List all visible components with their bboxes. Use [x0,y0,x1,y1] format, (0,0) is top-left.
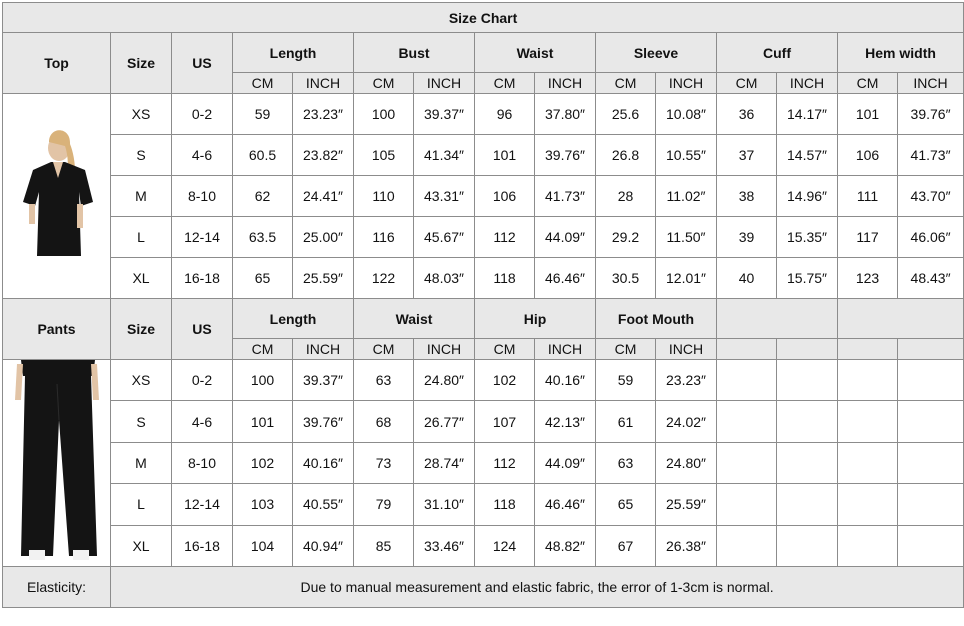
value-cell: 67 [596,525,656,566]
unit-inch: INCH [777,73,838,94]
unit-inch: INCH [535,73,596,94]
value-cell: 39.37″ [293,360,354,401]
value-cell: 79 [354,484,414,525]
empty-cell [717,360,777,401]
value-cell: 110 [354,176,414,217]
table-row [3,135,964,176]
value-cell: 37.80″ [535,94,596,135]
value-cell: 46.06″ [898,217,964,258]
value-cell: 14.96″ [777,176,838,217]
top-section-label: Top [3,33,111,94]
value-cell: 111 [838,176,898,217]
us-cell: 12-14 [172,217,233,258]
value-cell: 101 [838,94,898,135]
value-cell: 14.17″ [777,94,838,135]
top-us-header: US [172,33,233,94]
empty-cell [838,401,898,442]
unit-inch: INCH [414,73,475,94]
pants-size-header: Size [111,299,172,360]
value-cell: 102 [233,442,293,483]
size-chart-table [2,2,964,608]
unit-cm: CM [596,73,656,94]
empty-cell [838,484,898,525]
empty-unit-cell [717,339,777,360]
value-cell: 45.67″ [414,217,475,258]
size-cell: XL [111,258,172,299]
unit-inch: INCH [898,73,964,94]
value-cell: 124 [475,525,535,566]
us-cell: 4-6 [172,401,233,442]
empty-cell [838,525,898,566]
top-measure-cuff: Cuff [717,33,838,73]
value-cell: 44.09″ [535,217,596,258]
size-cell: L [111,217,172,258]
value-cell: 102 [475,360,535,401]
value-cell: 100 [354,94,414,135]
value-cell: 105 [354,135,414,176]
value-cell: 23.23″ [656,360,717,401]
value-cell: 39 [717,217,777,258]
value-cell: 25.00″ [293,217,354,258]
unit-cm: CM [233,339,293,360]
value-cell: 123 [838,258,898,299]
value-cell: 40.16″ [293,442,354,483]
value-cell: 11.02″ [656,176,717,217]
us-cell: 8-10 [172,176,233,217]
value-cell: 39.37″ [414,94,475,135]
pants-model-illustration [7,360,107,566]
empty-cell [898,525,964,566]
size-cell: S [111,401,172,442]
value-cell: 103 [233,484,293,525]
value-cell: 65 [233,258,293,299]
value-cell: 39.76″ [293,401,354,442]
value-cell: 14.57″ [777,135,838,176]
empty-cell [777,442,838,483]
value-cell: 15.75″ [777,258,838,299]
empty-cell [717,442,777,483]
value-cell: 42.13″ [535,401,596,442]
value-cell: 29.2 [596,217,656,258]
value-cell: 62 [233,176,293,217]
empty-unit-cell [777,339,838,360]
top-measure-sleeve: Sleeve [596,33,717,73]
value-cell: 100 [233,360,293,401]
empty-cell [777,360,838,401]
pants-us-header: US [172,299,233,360]
value-cell: 28 [596,176,656,217]
value-cell: 104 [233,525,293,566]
value-cell: 10.55″ [656,135,717,176]
pants-measure-waist: Waist [354,299,475,339]
empty-cell [777,401,838,442]
unit-inch: INCH [656,339,717,360]
table-row [3,258,964,299]
unit-inch: INCH [414,339,475,360]
value-cell: 46.46″ [535,484,596,525]
value-cell: 40.55″ [293,484,354,525]
value-cell: 23.23″ [293,94,354,135]
size-cell: M [111,442,172,483]
table-row [3,484,964,525]
value-cell: 40.94″ [293,525,354,566]
empty-header-cell [838,299,964,339]
value-cell: 68 [354,401,414,442]
top-measure-hem-width: Hem width [838,33,964,73]
value-cell: 112 [475,442,535,483]
value-cell: 59 [596,360,656,401]
table-row [3,217,964,258]
value-cell: 63 [354,360,414,401]
us-cell: 12-14 [172,484,233,525]
value-cell: 60.5 [233,135,293,176]
size-cell: M [111,176,172,217]
table-row [3,525,964,566]
value-cell: 117 [838,217,898,258]
table-row [3,176,964,217]
value-cell: 43.31″ [414,176,475,217]
table-row [3,401,964,442]
empty-cell [898,484,964,525]
unit-cm: CM [475,339,535,360]
value-cell: 28.74″ [414,442,475,483]
shirt-model-illustration [7,96,107,296]
value-cell: 36 [717,94,777,135]
pants-product-image [3,360,111,567]
value-cell: 63.5 [233,217,293,258]
value-cell: 25.59″ [293,258,354,299]
value-cell: 24.41″ [293,176,354,217]
value-cell: 116 [354,217,414,258]
value-cell: 26.8 [596,135,656,176]
value-cell: 23.82″ [293,135,354,176]
unit-cm: CM [717,73,777,94]
value-cell: 46.46″ [535,258,596,299]
value-cell: 118 [475,484,535,525]
empty-cell [838,442,898,483]
value-cell: 26.38″ [656,525,717,566]
value-cell: 33.46″ [414,525,475,566]
value-cell: 107 [475,401,535,442]
empty-cell [838,360,898,401]
value-cell: 39.76″ [535,135,596,176]
us-cell: 8-10 [172,442,233,483]
size-cell: L [111,484,172,525]
value-cell: 73 [354,442,414,483]
value-cell: 41.73″ [898,135,964,176]
value-cell: 24.80″ [414,360,475,401]
unit-cm: CM [233,73,293,94]
top-product-image [3,94,111,299]
unit-cm: CM [838,73,898,94]
value-cell: 25.59″ [656,484,717,525]
value-cell: 43.70″ [898,176,964,217]
size-cell: S [111,135,172,176]
measurement-note: Due to manual measurement and elastic fabric, the error of 1-3cm is normal. [111,567,964,608]
us-cell: 0-2 [172,360,233,401]
unit-cm: CM [354,339,414,360]
empty-unit-cell [898,339,964,360]
value-cell: 48.82″ [535,525,596,566]
pants-measure-length: Length [233,299,354,339]
unit-cm: CM [354,73,414,94]
value-cell: 15.35″ [777,217,838,258]
empty-cell [777,484,838,525]
empty-cell [717,484,777,525]
value-cell: 59 [233,94,293,135]
us-cell: 0-2 [172,94,233,135]
value-cell: 101 [233,401,293,442]
table-row [3,360,964,401]
value-cell: 24.02″ [656,401,717,442]
value-cell: 85 [354,525,414,566]
chart-title: Size Chart [3,3,964,33]
empty-cell [898,442,964,483]
empty-cell [898,360,964,401]
us-cell: 16-18 [172,525,233,566]
unit-inch: INCH [535,339,596,360]
value-cell: 112 [475,217,535,258]
value-cell: 30.5 [596,258,656,299]
value-cell: 11.50″ [656,217,717,258]
size-chart [2,2,962,624]
value-cell: 38 [717,176,777,217]
value-cell: 48.03″ [414,258,475,299]
value-cell: 26.77″ [414,401,475,442]
value-cell: 122 [354,258,414,299]
top-size-header: Size [111,33,172,94]
value-cell: 12.01″ [656,258,717,299]
value-cell: 31.10″ [414,484,475,525]
us-cell: 16-18 [172,258,233,299]
unit-cm: CM [596,339,656,360]
elasticity-label: Elasticity: [3,567,111,608]
value-cell: 39.76″ [898,94,964,135]
table-row [3,94,964,135]
value-cell: 106 [475,176,535,217]
pants-measure-foot-mouth: Foot Mouth [596,299,717,339]
value-cell: 96 [475,94,535,135]
value-cell: 10.08″ [656,94,717,135]
value-cell: 41.73″ [535,176,596,217]
top-measure-length: Length [233,33,354,73]
empty-cell [717,525,777,566]
empty-unit-cell [838,339,898,360]
empty-header-cell [717,299,838,339]
pants-measure-hip: Hip [475,299,596,339]
value-cell: 61 [596,401,656,442]
value-cell: 44.09″ [535,442,596,483]
value-cell: 37 [717,135,777,176]
size-cell: XS [111,360,172,401]
value-cell: 41.34″ [414,135,475,176]
empty-cell [898,401,964,442]
unit-inch: INCH [293,339,354,360]
value-cell: 40 [717,258,777,299]
value-cell: 106 [838,135,898,176]
pants-section-label: Pants [3,299,111,360]
unit-inch: INCH [656,73,717,94]
unit-inch: INCH [293,73,354,94]
empty-cell [777,525,838,566]
table-row [3,442,964,483]
value-cell: 40.16″ [535,360,596,401]
value-cell: 101 [475,135,535,176]
value-cell: 65 [596,484,656,525]
size-cell: XL [111,525,172,566]
empty-cell [717,401,777,442]
value-cell: 118 [475,258,535,299]
unit-cm: CM [475,73,535,94]
top-measure-waist: Waist [475,33,596,73]
value-cell: 48.43″ [898,258,964,299]
value-cell: 25.6 [596,94,656,135]
top-measure-bust: Bust [354,33,475,73]
value-cell: 24.80″ [656,442,717,483]
us-cell: 4-6 [172,135,233,176]
value-cell: 63 [596,442,656,483]
size-cell: XS [111,94,172,135]
